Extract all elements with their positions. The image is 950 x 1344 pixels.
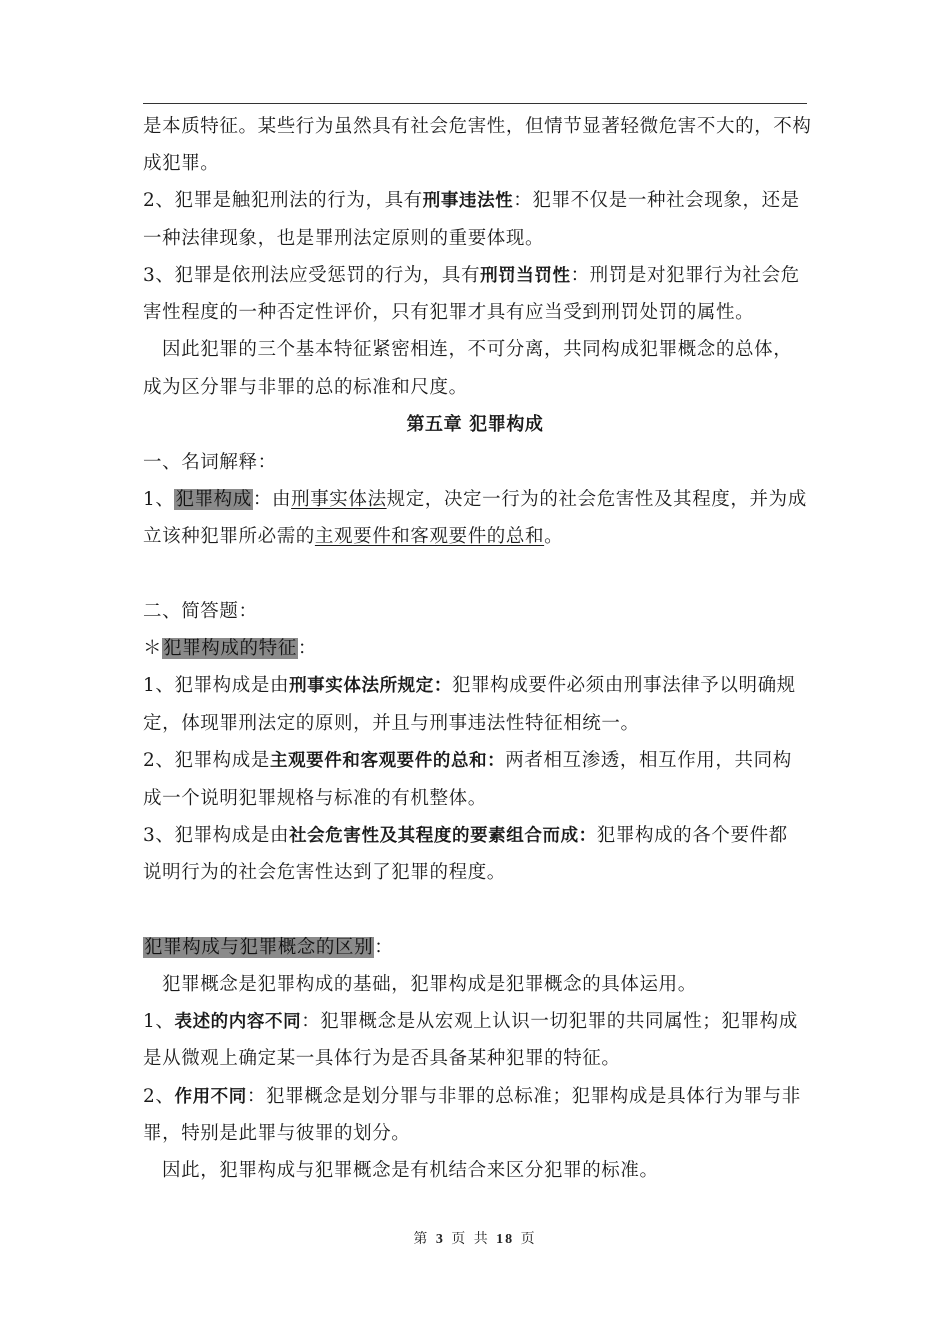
bullet: ＊ [143, 638, 163, 659]
bold-term: 作用不同 [174, 1087, 247, 1107]
text: 3、犯罪是依刑法应受惩罚的行为，具有 [143, 265, 481, 286]
text: 。 [544, 526, 564, 547]
paragraph-line [143, 1046, 621, 1072]
text: 3、犯罪构成是由 [143, 825, 290, 846]
text: ：刑罚是对犯罪行为社会危 [570, 265, 800, 286]
highlighted-term: 犯罪构成的特征 [163, 638, 297, 659]
footer-text: 页 共 [451, 1231, 490, 1247]
text: ：犯罪概念是划分罪与非罪的总标准；犯罪构成是具体行为罪与非 [246, 1086, 801, 1107]
paragraph-line [143, 673, 796, 699]
page-footer [0, 1228, 950, 1248]
text: 2、 [143, 1086, 175, 1107]
text: ： [374, 937, 394, 958]
section-heading [143, 599, 258, 625]
underlined-term: 刑事实体法 [291, 489, 387, 510]
subheading [143, 935, 393, 961]
text: 因此，犯罪构成与犯罪概念是有机结合来区分犯罪的标准。 [162, 1160, 659, 1181]
text: ：犯罪概念是从宏观上认识一切犯罪的共同属性；犯罪构成 [301, 1011, 798, 1032]
bold-term: 表述的内容不同 [174, 1012, 302, 1032]
highlighted-term: 犯罪构成 [175, 489, 252, 510]
text: 犯罪概念是犯罪构成的基础，犯罪构成是犯罪概念的具体运用。 [162, 974, 697, 995]
paragraph-line [143, 375, 468, 401]
text: 定，体现罪刑法定的原则，并且与刑事违法性特征相统一。 [143, 713, 640, 734]
paragraph-line [143, 860, 506, 886]
paragraph-line [143, 188, 800, 214]
paragraph-line [143, 823, 788, 849]
text: 罪，特别是此罪与彼罪的划分。 [143, 1123, 411, 1144]
paragraph-line [143, 226, 544, 252]
text: ： [297, 638, 317, 659]
footer-text: 页 [520, 1231, 537, 1247]
text: 犯罪构成的各个要件都 [596, 825, 788, 846]
footer-text: 第 [413, 1231, 430, 1247]
text: 1、 [143, 1011, 175, 1032]
text: ：由 [252, 489, 292, 510]
paragraph-line [162, 972, 697, 998]
underlined-term: 主观要件和客观要件的总和 [314, 526, 545, 547]
text: 犯罪构成要件必须由刑事法律予以明确规 [451, 675, 796, 696]
subheading [143, 636, 317, 662]
paragraph-line [143, 1084, 801, 1110]
paragraph-line [143, 1009, 798, 1035]
text: 成犯罪。 [143, 153, 220, 174]
paragraph-line [143, 748, 792, 774]
text: 2、犯罪是触犯刑法的行为，具有 [143, 190, 423, 211]
bold-term: 刑事实体法所规定： [289, 676, 452, 696]
paragraph-line [143, 263, 800, 289]
paragraph-line [162, 1158, 659, 1184]
text: 因此犯罪的三个基本特征紧密相连，不可分离，共同构成犯罪概念的总体， [162, 339, 793, 360]
page-number: 3 [435, 1232, 445, 1247]
paragraph-line [143, 151, 219, 177]
text: 成为区分罪与非罪的总的标准和尺度。 [143, 377, 468, 398]
paragraph-line [143, 487, 807, 513]
text: 害性程度的一种否定性评价，只有犯罪才具有应当受到刑罚处罚的属性。 [143, 302, 755, 323]
total-pages: 18 [496, 1232, 515, 1247]
bold-term: 社会危害性及其程度的要素组合而成： [289, 826, 597, 846]
text: 二、简答题： [143, 601, 258, 622]
text: 1、 [143, 489, 175, 510]
text: 2、犯罪构成是 [143, 750, 270, 771]
paragraph-line [143, 300, 754, 326]
text: 是本质特征。某些行为虽然具有社会危害性，但情节显著轻微危害不大的，不构 [143, 116, 812, 137]
chapter-title-text: 第五章 犯罪构成 [406, 414, 544, 435]
text: 是从微观上确定某一具体行为是否具备某种犯罪的特征。 [143, 1048, 621, 1069]
text: 一种法律现象，也是罪刑法定原则的重要体现。 [143, 228, 545, 249]
header-rule [143, 103, 807, 104]
paragraph-line [143, 114, 812, 140]
text: 说明行为的社会危害性达到了犯罪的程度。 [143, 862, 506, 883]
text: 两者相互渗透，相互作用，共同构 [505, 750, 792, 771]
paragraph-line [143, 1121, 410, 1147]
text: 成一个说明犯罪规格与标准的有机整体。 [143, 788, 487, 809]
highlighted-term: 犯罪构成与犯罪概念的区别 [144, 937, 374, 958]
text: 立该种犯罪所必需的 [143, 526, 315, 547]
section-heading [143, 450, 277, 476]
text: ：犯罪不仅是一种社会现象，还是 [513, 190, 800, 211]
bold-term: 刑罚当罚性 [480, 266, 571, 286]
bold-term: 主观要件和客观要件的总和： [269, 751, 506, 771]
paragraph-line [143, 711, 640, 737]
chapter-title [0, 412, 950, 438]
paragraph-line [143, 786, 487, 812]
paragraph-line [143, 524, 563, 550]
text: 1、犯罪构成是由 [143, 675, 290, 696]
paragraph-line [162, 337, 792, 363]
text: 一、名词解释： [143, 452, 277, 473]
bold-term: 刑事违法性 [422, 191, 514, 211]
text: 规定，决定一行为的社会危害性及其程度，并为成 [386, 489, 807, 510]
